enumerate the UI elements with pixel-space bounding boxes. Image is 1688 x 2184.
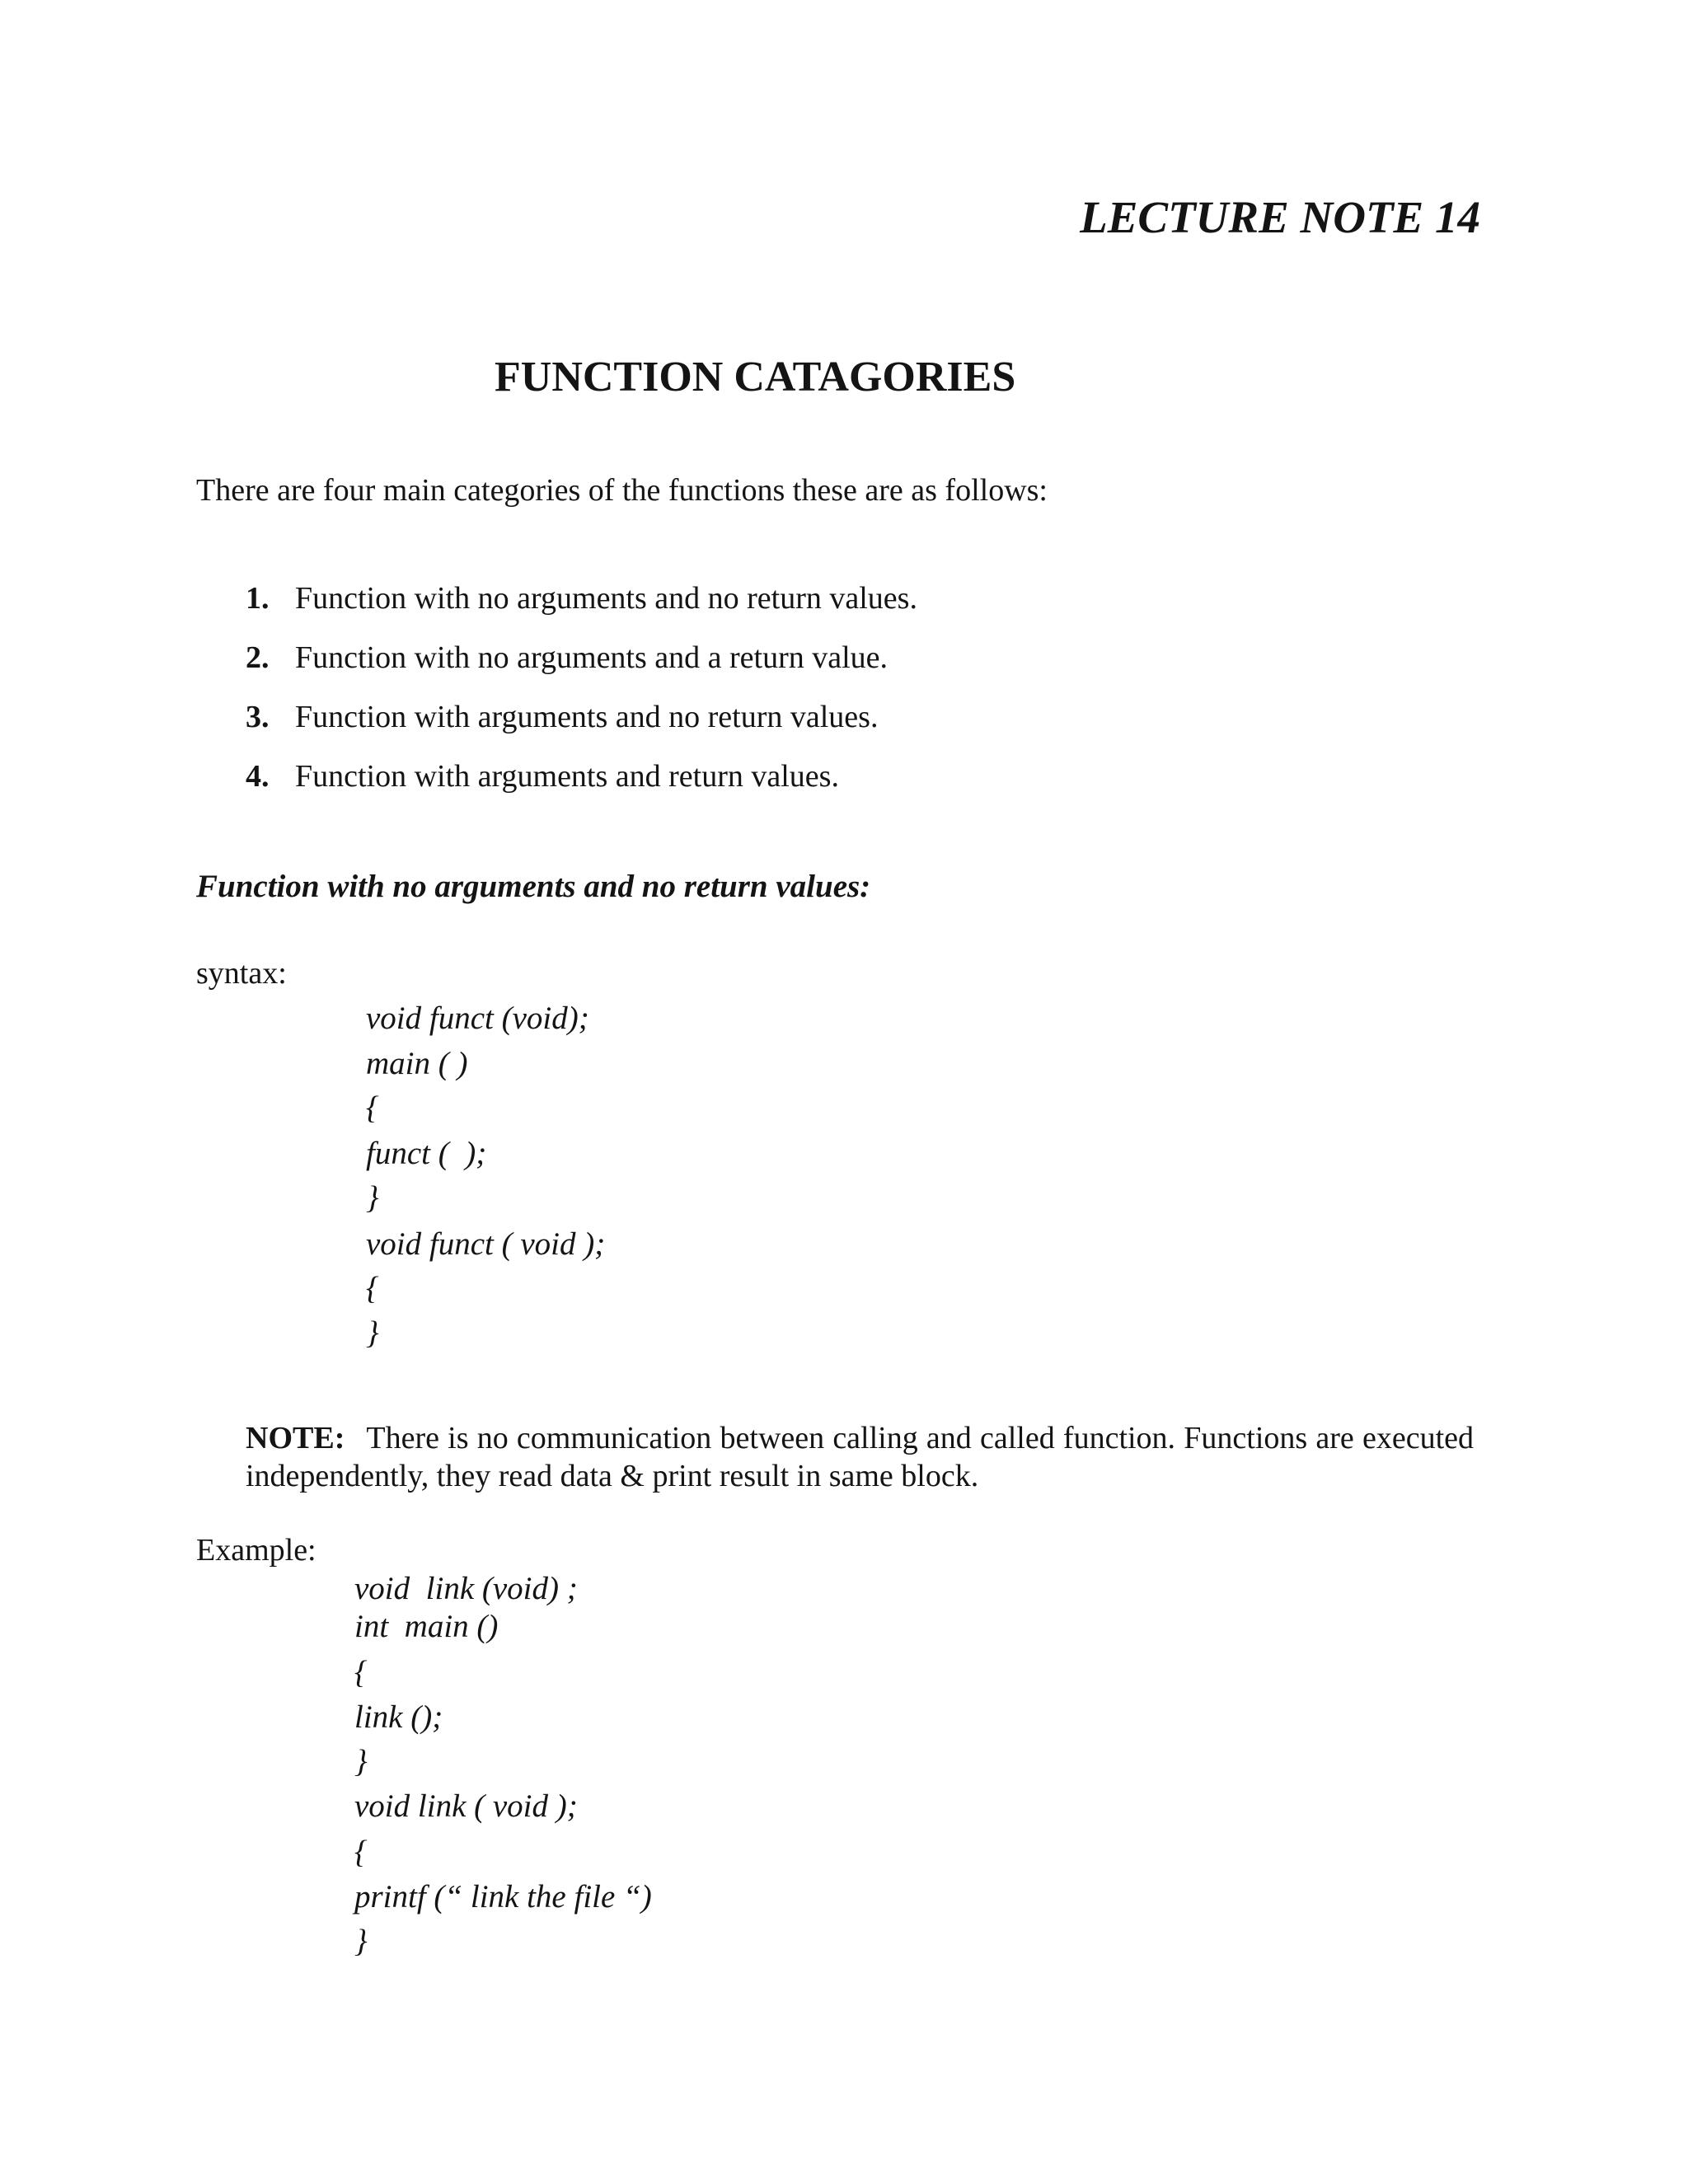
syntax-label: syntax:	[196, 956, 287, 991]
list-item	[246, 583, 917, 614]
code-line: main ( )	[366, 1046, 468, 1081]
code-line: {	[354, 1835, 368, 1870]
list-item-text: Function with no arguments and a return value.	[295, 640, 889, 675]
intro-paragraph: There are four main categories of the functions these are as follows:	[196, 473, 1048, 508]
note-label: NOTE:	[246, 1421, 345, 1455]
code-line: }	[354, 1924, 368, 1959]
list-item-number: 1.	[246, 581, 270, 616]
code-line: {	[366, 1090, 379, 1126]
code-line: funct ( );	[366, 1136, 487, 1171]
list-item-number: 3.	[246, 700, 270, 734]
list-item-text: Function with arguments and return values.	[295, 759, 839, 794]
code-line: void funct (void);	[366, 1001, 589, 1036]
code-line: }	[366, 1315, 379, 1351]
list-item	[246, 642, 888, 673]
list-item-number: 4.	[246, 759, 270, 794]
code-line: int main ()	[354, 1609, 499, 1644]
code-line: {	[354, 1655, 368, 1690]
note-text: There is no communication between calling and called function. Functions are executed independently, they read data & print result in same block.	[246, 1421, 1474, 1493]
code-line: }	[366, 1180, 379, 1216]
code-line: link ();	[354, 1699, 443, 1735]
list-item-text: Function with arguments and no return values.	[295, 700, 879, 734]
code-line: printf (“ link the file “)	[354, 1879, 652, 1915]
page-title: FUNCTION CATAGORIES	[495, 354, 1016, 401]
list-item	[246, 701, 878, 733]
note-paragraph	[246, 1419, 1474, 1495]
list-item-text: Function with no arguments and no return values.	[295, 581, 917, 616]
code-line: void link ( void );	[354, 1788, 578, 1824]
example-label: Example:	[196, 1533, 316, 1568]
section-heading: Function with no arguments and no return values:	[196, 869, 871, 904]
list-item	[246, 761, 839, 792]
code-line: }	[354, 1744, 368, 1779]
code-line: void link (void) ;	[354, 1571, 578, 1606]
code-line: void funct ( void );	[366, 1226, 606, 1262]
list-item-number: 2.	[246, 640, 270, 675]
code-line: {	[366, 1271, 379, 1306]
lecture-title: LECTURE NOTE 14	[1080, 192, 1480, 242]
